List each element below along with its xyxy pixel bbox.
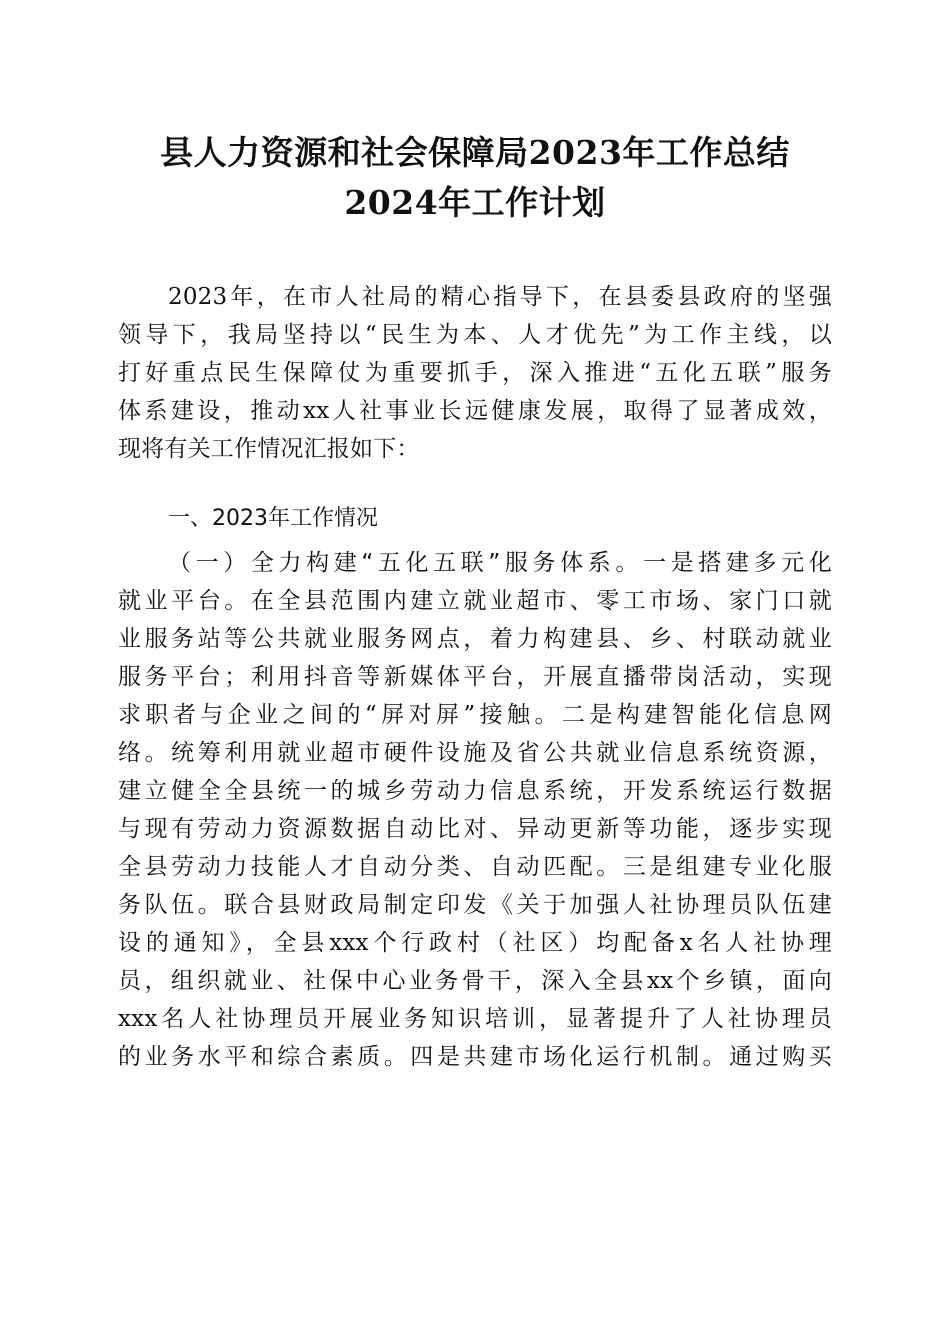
intro-paragraph [118,278,832,468]
intro-line: 领导下，我局坚持以“民生为本、人才优先”为工作主线，以 [118,322,832,348]
paragraph-line: 络。统筹利用就业超市硬件设施及省公共就业信息系统资源， [118,740,832,766]
subsection1-first-line-text: 一是搭建多元化 [643,550,833,576]
subsection1-first-line [118,544,832,582]
intro-line: 体系建设，推动xx人社事业长远健康发展，取得了显著成效， [118,398,832,424]
section-heading [118,500,832,538]
intro-line: 现将有关工作情况汇报如下： [118,436,420,462]
paragraph-line: 建立健全全县统一的城乡劳动力信息系统，开发系统运行数据 [118,778,832,804]
paragraph-line: 业服务站等公共就业服务网点，着力构建县、乡、村联动就业 [118,626,832,652]
paragraph-line: 与现有劳动力资源数据自动比对、异动更新等功能，逐步实现 [118,816,832,842]
subsection1-heading: （一）全力构建“五化五联”服务体系。 [168,550,644,576]
intro-line: 2023年，在市人社局的精心指导下，在县委县政府的坚强 [168,284,832,310]
title-line-1: 县人力资源和社会保障局2023年工作总结 [160,133,790,172]
paragraph-line: 就业平台。在全县范围内建立就业超市、零工市场、家门口就 [118,588,832,614]
paragraph-line: 求职者与企业之间的“屏对屏”接触。二是构建智能化信息网 [118,702,832,728]
section1-heading: 一、2023年工作情况 [168,506,378,531]
paragraph-line: 员，组织就业、社保中心业务骨干，深入全县xx个乡镇，面向 [118,968,832,994]
intro-line: 打好重点民生保障仗为重要抓手，深入推进“五化五联”服务 [118,360,832,386]
paragraph-line: xxx名人社协理员开展业务知识培训，显著提升了人社协理员 [118,1006,832,1032]
document-title [0,128,950,228]
paragraph-line: 服务平台；利用抖音等新媒体平台，开展直播带岗活动，实现 [118,664,832,690]
title-line-2: 2024年工作计划 [344,183,606,222]
paragraph-line: 的业务水平和综合素质。四是共建市场化运行机制。通过购买 [118,1044,832,1070]
paragraph-line: 全县劳动力技能人才自动分类、自动匹配。三是组建专业化服 [118,854,832,880]
paragraph-line: 设的通知》，全县xxx个行政村（社区）均配备x名人社协理 [118,930,832,956]
paragraph-line: 务队伍。联合县财政局制定印发《关于加强人社协理员队伍建 [118,892,832,918]
subsection1-paragraph [118,544,832,1076]
